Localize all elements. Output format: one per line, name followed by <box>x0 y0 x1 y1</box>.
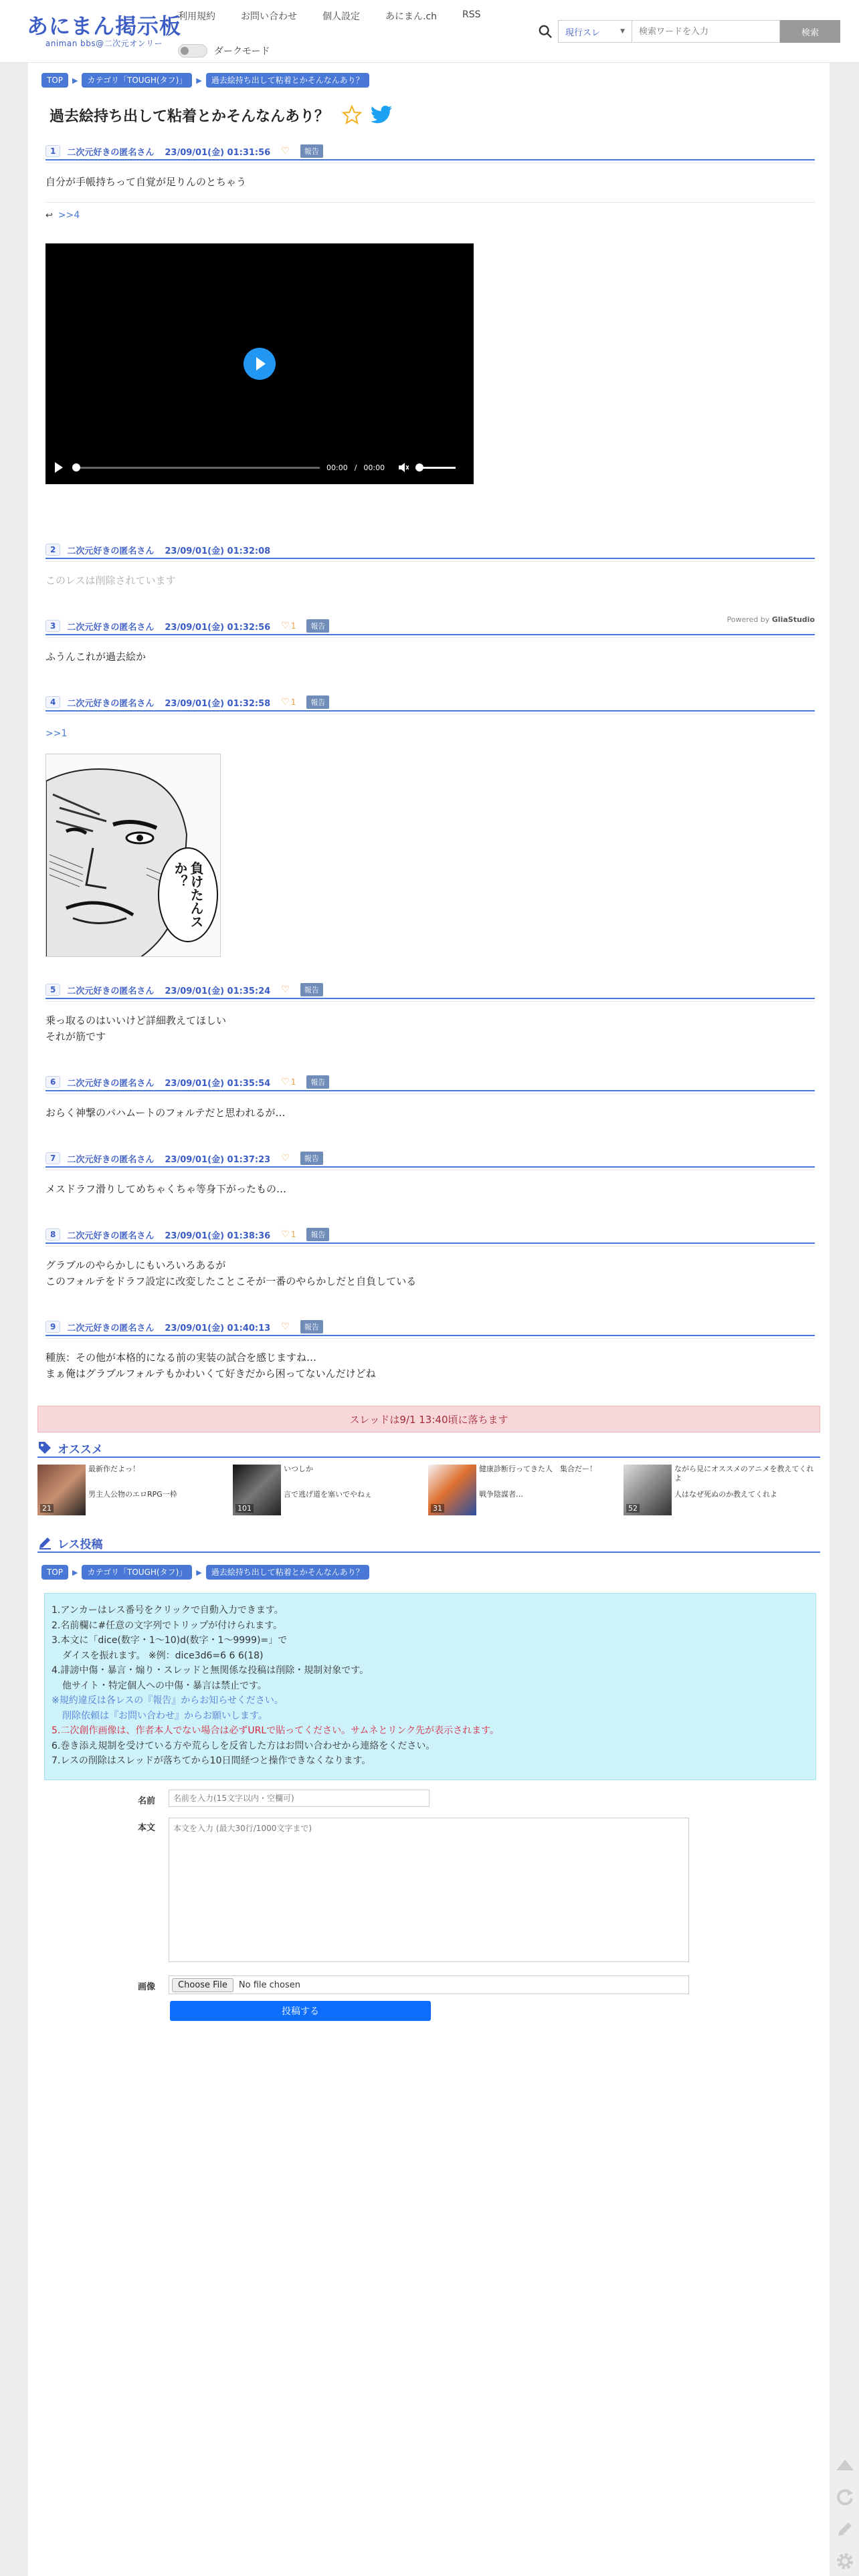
rule-line: 3.本文に「dice(数字・1〜10)d(数字・1〜9999)=」で <box>52 1635 288 1646</box>
reply-row <box>45 210 815 221</box>
post <box>45 1150 815 1197</box>
report-button[interactable]: 報告 <box>300 1320 323 1333</box>
search-mode-value: 現行スレ <box>565 27 601 38</box>
video-time-current: 00:00 <box>326 463 348 472</box>
breadcrumb-category[interactable]: カテゴリ「TOUGH(タフ)」 <box>82 73 192 88</box>
poster-name: 二次元好きの匿名さん <box>67 1323 155 1333</box>
post-body-line: グラブルのやらかしにもいろいろあるが <box>45 1259 226 1271</box>
twitter-icon[interactable] <box>369 104 393 126</box>
reply-anchor-link[interactable]: >>4 <box>58 210 80 221</box>
breadcrumb-thread[interactable]: 過去絵持ち出して粘着とかそんなんあり？ <box>206 1565 369 1580</box>
body-textarea[interactable] <box>169 1818 689 1962</box>
post-date: 23/09/01(金) 01:37:23 <box>165 1154 271 1165</box>
post-date: 23/09/01(金) 01:32:56 <box>165 622 271 633</box>
rule-line: 他サイト・特定個人への中傷・暴言は禁止です。 <box>62 1680 267 1691</box>
breadcrumb-bottom <box>41 1565 369 1580</box>
poster-name: 二次元好きの匿名さん <box>67 622 155 633</box>
search-button[interactable]: 検索 <box>780 20 840 43</box>
report-button[interactable]: 報告 <box>300 144 323 158</box>
recommend-item-subtitle: 人はなぜ死ぬのか教えてくれよ <box>674 1490 777 1499</box>
darkmode-toggle[interactable] <box>178 44 207 58</box>
nav-contact[interactable]: お問い合わせ <box>241 11 297 22</box>
recommend-item[interactable] <box>624 1465 819 1519</box>
report-button[interactable]: 報告 <box>300 1152 323 1165</box>
post <box>45 694 815 957</box>
search-mode-select[interactable] <box>558 20 632 43</box>
video-controls <box>45 451 474 484</box>
name-label: 名前 <box>138 1796 156 1806</box>
recommend-item-title: 健康診断行ってきた人 集合だー！ <box>479 1465 597 1473</box>
poster-name: 二次元好きの匿名さん <box>67 1154 155 1165</box>
video-player[interactable] <box>45 243 474 484</box>
post <box>45 1319 815 1382</box>
breadcrumb-separator: ▶ <box>196 1568 202 1577</box>
volume-icon[interactable] <box>398 463 409 472</box>
breadcrumb-separator: ▶ <box>196 76 202 85</box>
comment-count: 101 <box>235 1504 254 1513</box>
report-button[interactable]: 報告 <box>306 1075 329 1089</box>
post-body <box>45 1012 815 1045</box>
name-field[interactable] <box>169 1790 430 1807</box>
recommend-item-subtitle: 戦争陰謀者… <box>479 1490 523 1499</box>
video-progress-bar[interactable] <box>72 467 320 469</box>
heart-icon[interactable]: ♡ 1 <box>281 1229 296 1240</box>
poster-name: 二次元好きの匿名さん <box>67 698 155 709</box>
nav-rss[interactable]: RSS <box>462 9 481 20</box>
poster-name: 二次元好きの匿名さん <box>67 1230 155 1241</box>
recommend-thumbnail <box>37 1465 86 1515</box>
post-header <box>45 982 815 999</box>
search-icon <box>538 24 553 39</box>
post-date: 23/09/01(金) 01:32:58 <box>165 698 271 709</box>
logo-subtitle: animan bbs@二次元オンリー <box>45 39 163 48</box>
breadcrumb-category[interactable]: カテゴリ「TOUGH(タフ)」 <box>82 1565 192 1580</box>
tag-icon <box>37 1440 52 1455</box>
post-body: 自分が手帳持ちって自覚が足りんのとちゃう <box>45 176 247 188</box>
report-button[interactable]: 報告 <box>300 983 323 996</box>
video-time-separator: / <box>354 463 357 472</box>
rule-line: 1.アンカーはレス番号をクリックで自動入力できます。 <box>52 1605 284 1616</box>
nav-terms[interactable]: 利用規約 <box>178 11 215 22</box>
main-content <box>28 63 830 2576</box>
recommend-item-title: 最新作だよっ！ <box>88 1465 140 1473</box>
post-body-line: 乗っ取るのはいいけど詳細教えてほしい <box>45 1014 227 1027</box>
star-icon[interactable] <box>341 104 363 126</box>
recommend-item[interactable] <box>37 1465 233 1519</box>
post-number[interactable]: 3 <box>45 620 60 632</box>
heart-icon[interactable]: ♡ 1 <box>281 621 296 631</box>
breadcrumb-thread[interactable]: 過去絵持ち出して粘着とかそんなんあり？ <box>206 73 369 88</box>
submit-post-button[interactable]: 投稿する <box>170 2001 431 2021</box>
post-body-line: まぁ俺はグラブルフォルテもかわいくて好きだから困ってないんだけどね <box>45 1368 376 1380</box>
recommend-thumbnail <box>624 1465 672 1515</box>
heart-icon[interactable]: ♡ <box>281 1321 290 1332</box>
powered-by-prefix: Powered by <box>727 615 770 624</box>
post-body-line: 種族：その他が本格的になる前の実装の試合を感じますね… <box>45 1352 317 1364</box>
recommend-item-subtitle: 男主人公物のエロRPG一枠 <box>88 1490 177 1499</box>
powered-by-brand: GliaStudio <box>771 615 815 624</box>
post-header <box>45 1150 815 1168</box>
post-header <box>45 618 815 635</box>
scroll-top-icon[interactable] <box>834 2452 856 2478</box>
volume-slider[interactable] <box>415 467 456 469</box>
post <box>45 618 815 665</box>
post-body: ふうんこれが過去絵か <box>45 651 147 663</box>
report-button[interactable]: 報告 <box>306 695 329 709</box>
breadcrumb-top[interactable]: TOP <box>41 73 68 88</box>
post-header <box>45 1074 815 1091</box>
post-date: 23/09/01(金) 01:35:54 <box>165 1078 271 1089</box>
poster-name: 二次元好きの匿名さん <box>67 147 155 158</box>
recommend-list <box>37 1465 820 1519</box>
recommend-item-title: いつしか <box>284 1465 313 1473</box>
like-count: 1 <box>290 1230 296 1239</box>
play-icon[interactable] <box>55 462 63 473</box>
breadcrumb-separator: ▶ <box>72 1568 78 1577</box>
post <box>45 1074 815 1121</box>
post-number[interactable]: 2 <box>45 544 60 556</box>
darkmode-control <box>178 44 270 58</box>
search-input[interactable] <box>632 20 780 43</box>
darkmode-label: ダークモード <box>214 46 270 57</box>
post <box>45 1226 815 1289</box>
breadcrumb-top[interactable]: TOP <box>41 1565 68 1580</box>
post-body <box>45 1257 815 1289</box>
recommend-thumbnail <box>428 1465 476 1515</box>
breadcrumb <box>41 73 369 88</box>
post-header <box>45 542 815 559</box>
search-bar <box>538 20 840 43</box>
rule-line: 2.名前欄に#任意の文字列でトリップが付けられます。 <box>52 1620 283 1631</box>
comment-count: 21 <box>40 1504 54 1513</box>
nav-animanch[interactable]: あにまん.ch <box>385 11 438 22</box>
comment-count: 31 <box>431 1504 444 1513</box>
image-label: 画像 <box>138 1982 156 1992</box>
post-form-title: レス投稿 <box>58 1537 103 1551</box>
gear-icon[interactable] <box>834 2548 856 2575</box>
reply-arrow-icon: ↩ <box>45 210 53 221</box>
video-time-total: 00:00 <box>363 463 385 472</box>
heart-icon[interactable]: ♡ 1 <box>281 697 296 708</box>
post-body <box>45 1350 815 1382</box>
heart-icon[interactable]: ♡ <box>281 146 290 156</box>
thread-title <box>50 104 393 126</box>
post-body: メスドラフ滑りしてめちゃくちゃ等身下がったもの… <box>45 1183 287 1195</box>
post-number[interactable]: 5 <box>45 984 60 996</box>
edit-icon[interactable] <box>834 2516 856 2543</box>
site-header <box>0 0 859 63</box>
recommend-title: オススメ <box>58 1442 103 1457</box>
post-number[interactable]: 9 <box>45 1321 60 1333</box>
post-number[interactable]: 4 <box>45 696 60 708</box>
poster-name: 二次元好きの匿名さん <box>67 986 155 996</box>
post-date: 23/09/01(金) 01:40:13 <box>165 1323 271 1333</box>
post-image[interactable] <box>45 754 221 957</box>
report-button[interactable]: 報告 <box>306 619 329 633</box>
top-nav <box>178 9 506 23</box>
heart-icon[interactable]: ♡ <box>281 1153 290 1164</box>
post <box>45 982 815 1045</box>
choose-file-button[interactable]: Choose File <box>172 1978 233 1992</box>
heart-icon[interactable]: ♡ <box>281 984 290 995</box>
rule-line: 削除依頼は『お問い合わせ』からお願いします。 <box>62 1710 268 1721</box>
speech-bubble-text: 負けたんスか？ <box>172 861 204 928</box>
post-date: 23/09/01(金) 01:35:24 <box>165 986 271 996</box>
post-number[interactable]: 6 <box>45 1076 60 1088</box>
report-button[interactable]: 報告 <box>306 1228 329 1241</box>
floating-tools <box>834 2452 856 2576</box>
rule-line: 4.誹謗中傷・暴言・煽り・スレッドと無関係な投稿は削除・規制対象です。 <box>52 1665 369 1676</box>
post-form-header <box>37 1534 820 1553</box>
poster-name: 二次元好きの匿名さん <box>67 546 155 556</box>
post-header <box>45 1319 815 1336</box>
file-status: No file chosen <box>238 1979 300 1990</box>
post-body-deleted: このレスは削除されています <box>45 574 176 586</box>
image-file-input <box>169 1975 689 1994</box>
post-number[interactable]: 8 <box>45 1228 60 1241</box>
logo-title: あにまん掲示板 <box>27 13 182 39</box>
rule-line: 5.二次創作画像は、作者本人でない場合は必ずURLで貼ってください。サムネとリンク先が表示されます。 <box>52 1725 500 1736</box>
chevron-down-icon: ▼ <box>620 28 625 35</box>
breadcrumb-separator: ▶ <box>72 76 78 85</box>
reload-icon[interactable] <box>834 2484 856 2510</box>
rule-line: 7.レスの削除はスレッドが落ちてから10日間経つと操作できなくなります。 <box>52 1755 371 1766</box>
like-count: 1 <box>290 621 296 631</box>
body-label: 本文 <box>138 1823 156 1833</box>
rule-line: ※規約違反は各レスの『報告』からお知らせください。 <box>52 1695 284 1706</box>
heart-icon[interactable]: ♡ 1 <box>281 1077 296 1087</box>
post <box>45 542 815 588</box>
post-body-line: このフォルテをドラフ設定に改変したことこそが一番のやらかしだと自負している <box>45 1275 417 1287</box>
thread-expiry-notice: スレッドは9/1 13:40頃に落ちます <box>37 1406 820 1432</box>
nav-settings[interactable]: 個人設定 <box>322 11 360 22</box>
comment-count: 52 <box>626 1504 640 1513</box>
post-date: 23/09/01(金) 01:38:36 <box>165 1230 271 1241</box>
poster-name: 二次元好きの匿名さん <box>67 1078 155 1089</box>
post-body <box>45 725 815 742</box>
recommend-item-title: ながら見にオススメのアニメを教えてくれよ <box>674 1465 814 1483</box>
rule-line: 6.巻き添え規制を受けている方や荒らしを反省した方はお問い合わせから連絡をください。 <box>52 1740 436 1751</box>
reply-anchor-link[interactable]: >>1 <box>45 728 68 739</box>
post-number[interactable]: 7 <box>45 1152 60 1164</box>
recommend-thumbnail <box>233 1465 281 1515</box>
pencil-icon <box>37 1535 52 1550</box>
post-body-line: それが筋です <box>45 1031 106 1043</box>
post-header <box>45 143 815 160</box>
post-body: おらく神撃のバハムートのフォルテだと思われるが… <box>45 1107 286 1119</box>
rule-line: ダイスを振れます。 ※例：dice3d6=6 6 6(18) <box>62 1650 264 1661</box>
post-number[interactable]: 1 <box>45 145 60 157</box>
posting-rules <box>44 1593 816 1780</box>
site-logo[interactable] <box>27 15 181 49</box>
post-date: 23/09/01(金) 01:32:08 <box>165 546 271 556</box>
recommend-item[interactable] <box>233 1465 428 1519</box>
play-icon[interactable] <box>244 348 276 380</box>
like-count: 1 <box>290 697 296 707</box>
thread-title-text: 過去絵持ち出して粘着とかそんなんあり？ <box>50 108 330 125</box>
like-count: 1 <box>290 1077 296 1087</box>
post-header <box>45 694 815 712</box>
recommend-item-subtitle: 言で逃げ道を塞いでやねぇ <box>284 1490 372 1499</box>
recommend-item[interactable] <box>428 1465 624 1519</box>
recommend-header <box>37 1439 820 1458</box>
post-date: 23/09/01(金) 01:31:56 <box>165 147 271 158</box>
post-header <box>45 1226 815 1244</box>
